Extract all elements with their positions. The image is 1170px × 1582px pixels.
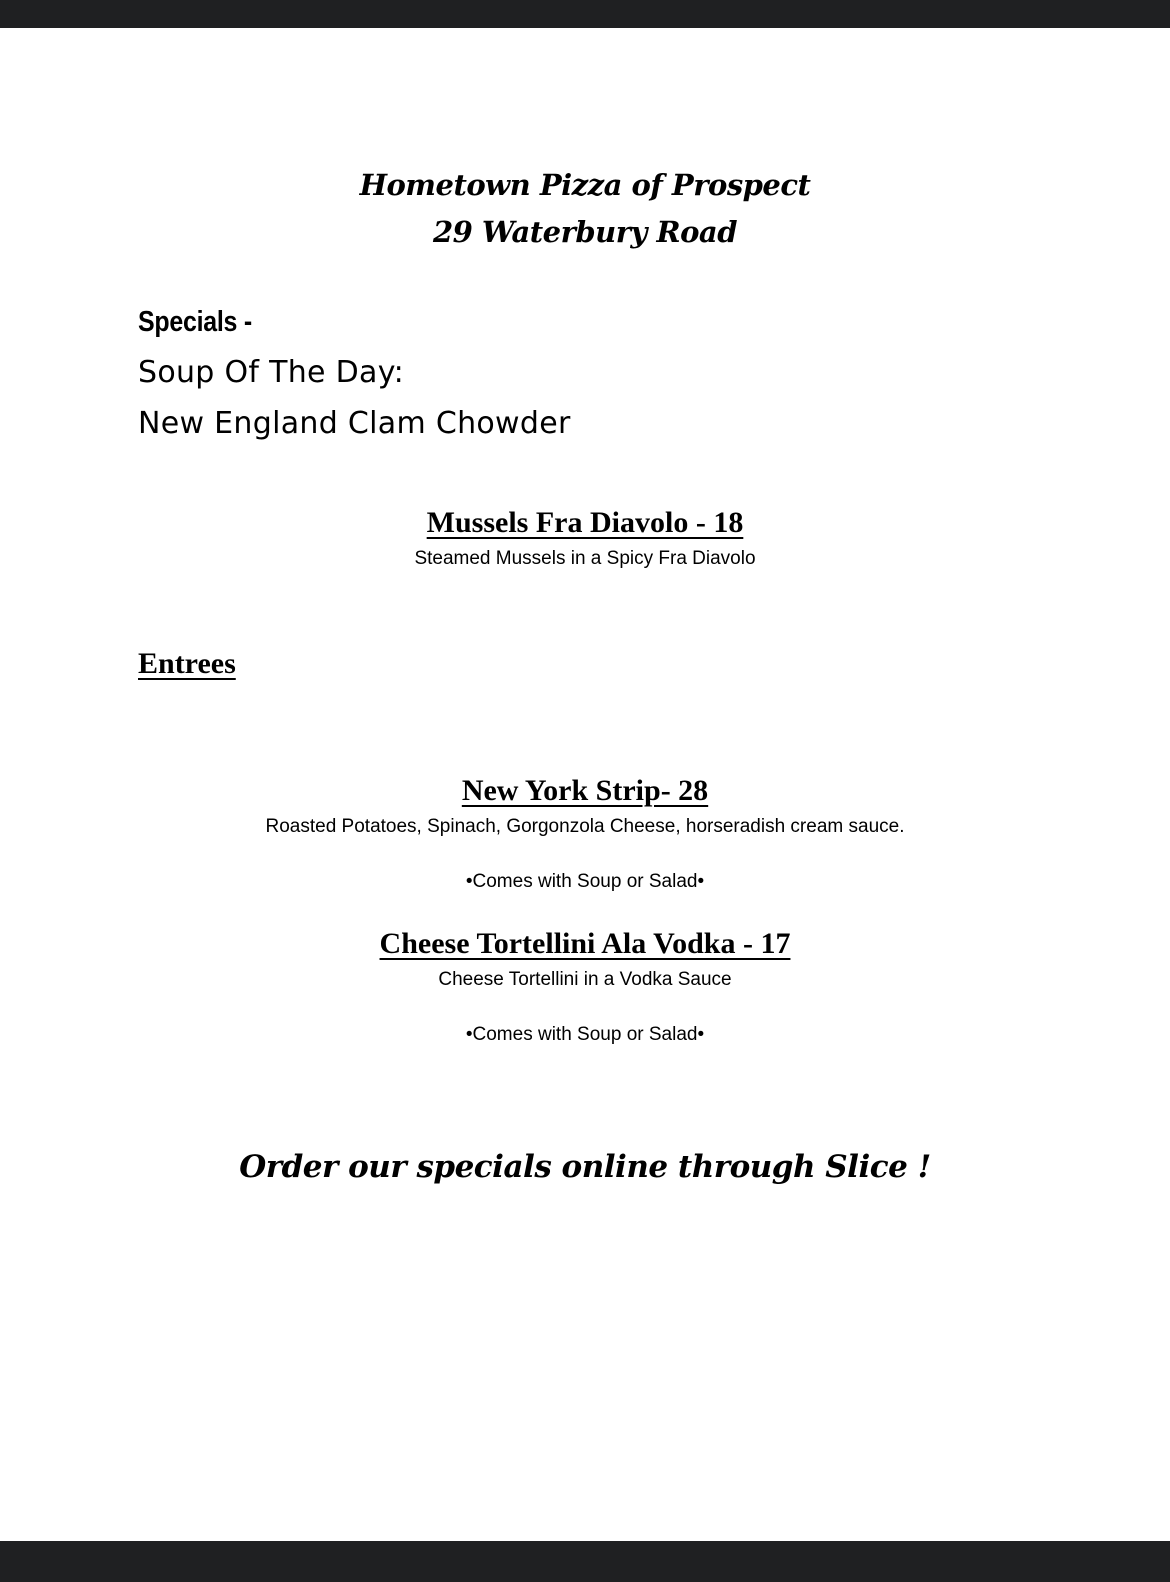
appetizer-description: Steamed Mussels in a Spicy Fra Diavolo [414, 548, 756, 569]
entree-title: Cheese Tortellini Ala Vodka - 17 [379, 927, 791, 960]
entree-description: Cheese Tortellini in a Vodka Sauce [438, 969, 732, 990]
entrees-heading: Entrees [138, 647, 236, 680]
entree-note: •Comes with Soup or Salad• [465, 1024, 705, 1045]
restaurant-name: Hometown Pizza of Prospect [359, 168, 811, 202]
entree-title: New York Strip- 28 [461, 774, 709, 807]
entree-description: Roasted Potatoes, Spinach, Gorgonzola Cheese, horseradish cream sauce. [265, 816, 905, 837]
order-online-message: Order our specials online through Slice ! [239, 1149, 931, 1185]
appetizer-title: Mussels Fra Diavolo - 18 [426, 506, 744, 539]
bottom-frame-bar [0, 1541, 1170, 1582]
entree-note: •Comes with Soup or Salad• [465, 871, 705, 892]
specials-heading: Specials - [138, 306, 252, 338]
soup-name: New England Clam Chowder [138, 406, 571, 441]
soup-label: Soup Of The Day: [138, 355, 404, 390]
restaurant-address: 29 Waterbury Road [432, 215, 737, 249]
menu-page [0, 28, 1170, 1541]
top-frame-bar [0, 0, 1170, 28]
